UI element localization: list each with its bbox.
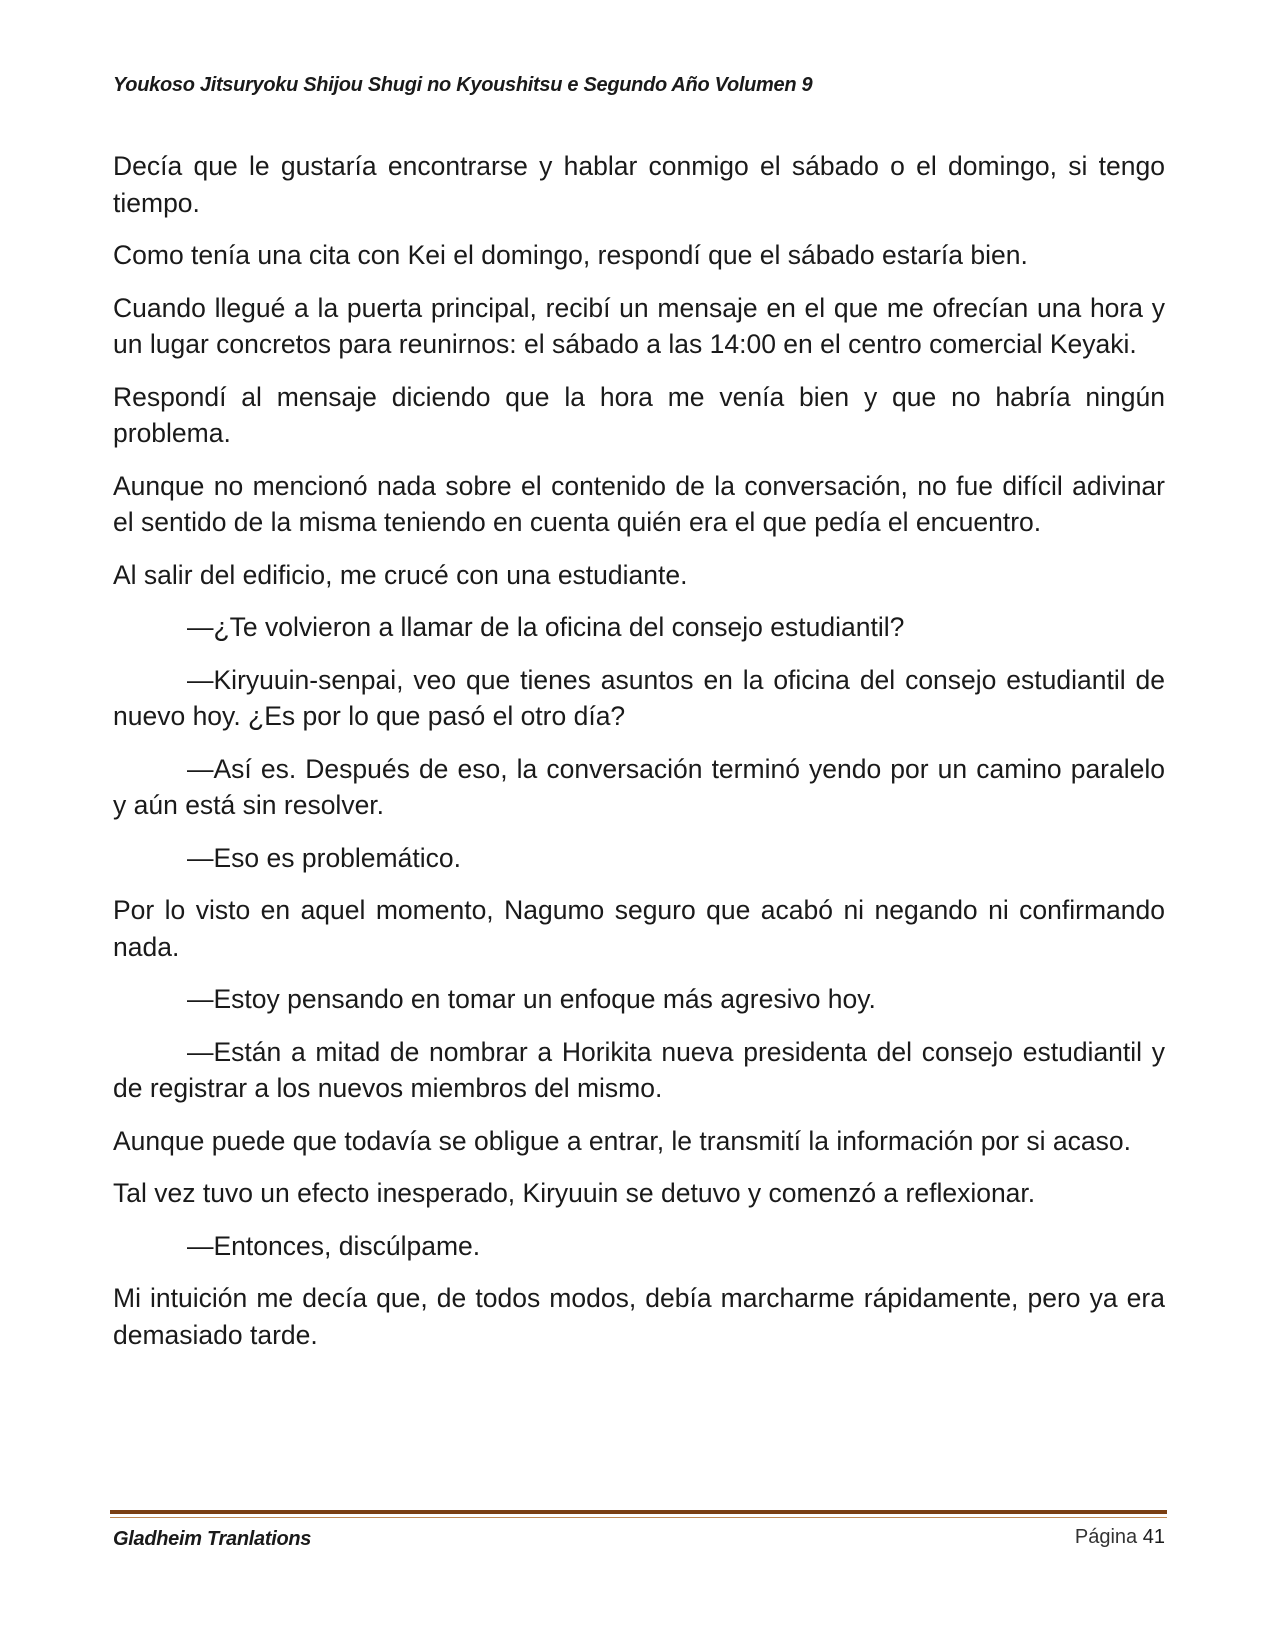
dialogue-line: —Así es. Después de eso, la conversación terminó yendo por un camino paralelo y aún está sin resolver. xyxy=(113,753,1165,820)
page-label: Página xyxy=(1074,1526,1138,1548)
footer-divider xyxy=(110,1510,1167,1514)
paragraph: Respondí al mensaje diciendo que la hora me venía bien y que no habría ningún problema. xyxy=(113,381,1165,448)
paragraph: Tal vez tuvo un efecto inesperado, Kiryuuin se detuvo y comenzó a reflexionar. xyxy=(113,1178,1036,1208)
dialogue-line: —Kiryuuin-senpai, veo que tienes asuntos en la oficina del consejo estudiantil de nuevo hoy. ¿Es por lo que pasó el otro día? xyxy=(113,664,1165,731)
footer-publisher: Gladheim Tranlations xyxy=(113,1528,312,1550)
paragraph: Decía que le gustaría encontrarse y hablar conmigo el sábado o el domingo, si tengo tiempo. xyxy=(113,151,1165,218)
paragraph: Mi intuición me decía que, de todos modos, debía marcharme rápidamente, pero ya era demasiado tarde. xyxy=(113,1283,1165,1350)
dialogue-line: —Entonces, discúlpame. xyxy=(187,1230,481,1261)
paragraph: Aunque puede que todavía se obligue a entrar, le transmití la información por si acaso. xyxy=(113,1125,1131,1156)
paragraph: Por lo visto en aquel momento, Nagumo seguro que acabó ni negando ni confirmando nada. xyxy=(113,895,1165,962)
dialogue-line: —Estoy pensando en tomar un enfoque más agresivo hoy. xyxy=(187,984,876,1014)
footer-page-indicator xyxy=(1075,1526,1165,1549)
dialogue-line: —Están a mitad de nombrar a Horikita nueva presidenta del consejo estudiantil y de registrar a los nuevos miembros del mismo. xyxy=(113,1036,1165,1103)
paragraph: Aunque no mencionó nada sobre el contenido de la conversación, no fue difícil adivinar el sentido de la misma teniendo en cuenta quién era el que pedía el encuentro. xyxy=(113,470,1165,537)
paragraph: Cuando llegué a la puerta principal, recibí un mensaje en el que me ofrecían una hora y un lugar concretos para reunirnos: el sábado a las 14:00 en el centro comercial Keyaki. xyxy=(113,292,1165,359)
running-header: Youkoso Jitsuryoku Shijou Shugi no Kyoushitsu e Segundo Año Volumen 9 xyxy=(113,74,813,96)
dialogue-line: —Eso es problemático. xyxy=(187,842,461,873)
body-text xyxy=(113,148,1165,1369)
page-number: 41 xyxy=(1142,1526,1165,1548)
footer-divider-thin xyxy=(110,1517,1167,1518)
dialogue-line: —¿Te volvieron a llamar de la oficina del consejo estudiantil? xyxy=(187,612,905,642)
paragraph: Al salir del edificio, me crucé con una estudiante. xyxy=(113,559,688,590)
paragraph: Como tenía una cita con Kei el domingo, respondí que el sábado estaría bien. xyxy=(113,240,1028,270)
